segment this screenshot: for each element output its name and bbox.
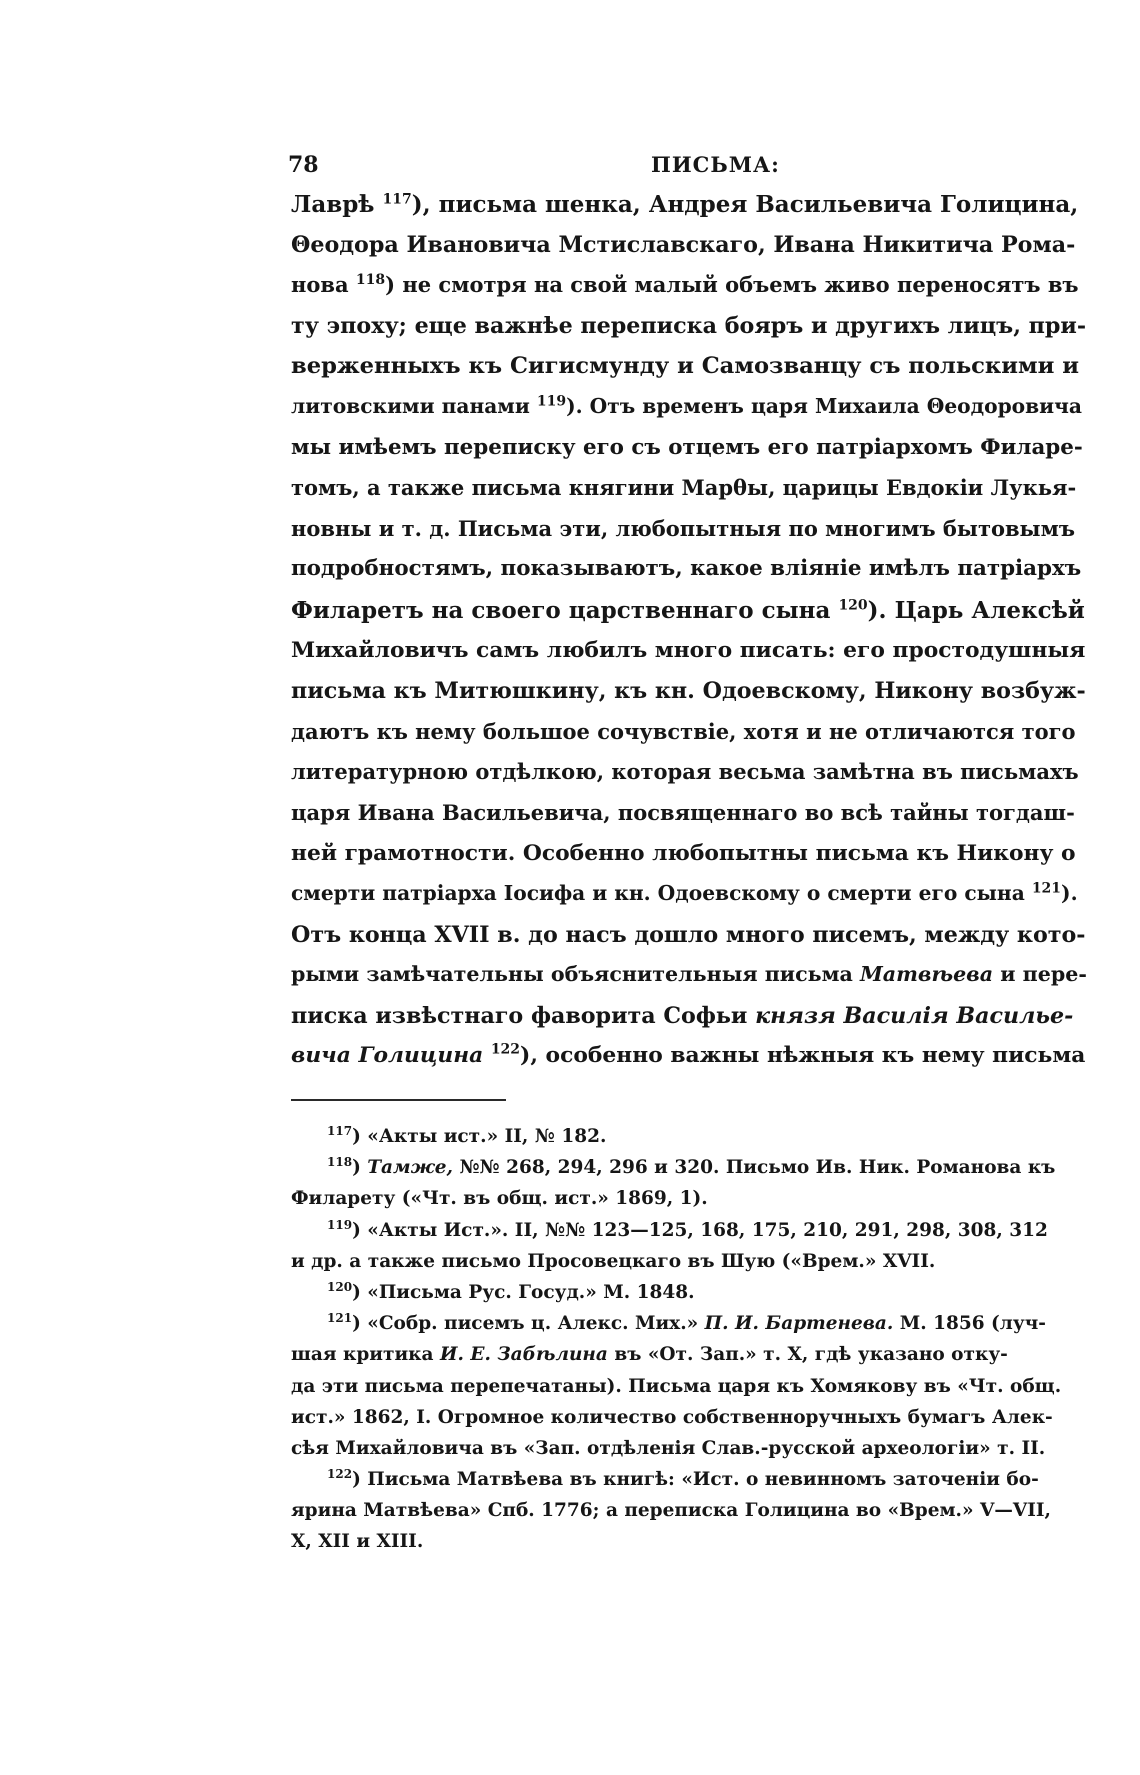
- footnote-reference: 120: [838, 597, 868, 614]
- text-line: [291, 962, 1087, 1003]
- text-line: [291, 759, 1087, 800]
- footnote-text: да эти письма перепечатаны). Письма царя къ Хомякову въ «Чт. общ.: [291, 1375, 1062, 1397]
- footnote-separator: [291, 1099, 506, 1101]
- italic-name: вича Голицина: [291, 1043, 484, 1069]
- footnote-number: 117: [327, 1123, 353, 1138]
- footnote-text: шая критика: [291, 1344, 434, 1366]
- text-line: [291, 1043, 1087, 1084]
- text-fragment: ).: [1061, 881, 1078, 906]
- text-fragment: царя Ивана Васильевича, посвященнаго во всѣ тайны тогдаш-: [291, 799, 1075, 825]
- footnote: [291, 1157, 1087, 1188]
- footnote: [291, 1310, 1087, 1344]
- text-line: [291, 556, 1087, 597]
- footnote-text: Филарету («Чт. въ общ. ист.» 1869, 1).: [291, 1188, 708, 1210]
- footnote: [291, 1123, 1087, 1157]
- text-line: [291, 922, 1087, 963]
- text-fragment: Θеодора Ивановича Мстиславскаго, Ивана Никитича Рома-: [291, 231, 1076, 258]
- footnote-continuation: [291, 1344, 1087, 1375]
- text-fragment: и пере-: [1000, 962, 1087, 987]
- footnote-continuation: [291, 1251, 1087, 1282]
- footnote-number: 122: [327, 1466, 353, 1481]
- footnote-continuation: [291, 1188, 1087, 1219]
- text-line: [291, 313, 1087, 354]
- footnote-text: ) Письма Матвѣева въ книгѣ: «Ист. о невинномъ заточеніи бо-: [352, 1469, 1039, 1491]
- footnote-italic: И. Е. Забѣлина: [439, 1344, 608, 1366]
- footnote-continuation: [291, 1500, 1087, 1531]
- text-fragment: подробностямъ, показываютъ, какое вліяніе имѣлъ патріархъ: [291, 556, 1082, 582]
- text-fragment: Филаретъ на своего царственнаго сына: [291, 596, 831, 624]
- footnote-text: ): [352, 1157, 361, 1179]
- footnote-number: 121: [327, 1310, 353, 1325]
- footnote-text: ) «Собр. писемъ ц. Алекс. Мих.»: [352, 1313, 699, 1335]
- footnote-continuation: [291, 1376, 1087, 1407]
- footnote-continuation: [291, 1407, 1087, 1438]
- text-fragment: литовскими панами: [291, 393, 530, 418]
- text-line: [291, 841, 1087, 882]
- text-line: [291, 394, 1087, 435]
- text-fragment: письма къ Митюшкину, къ кн. Одоевскому, Никону возбуж-: [291, 678, 1086, 705]
- italic-name: князя Василія Василье-: [755, 1002, 1074, 1029]
- footnote-reference: 118: [355, 272, 386, 289]
- footnote-text: ) «Акты ист.» II, № 182.: [352, 1126, 607, 1147]
- footnote-number: 118: [327, 1155, 353, 1170]
- text-line: [291, 1003, 1087, 1044]
- text-fragment: ней грамотности. Особенно любопытны письма къ Никону о: [291, 840, 1076, 866]
- footnote-text: въ «От. Зап.» т. X, гдѣ указано отку-: [614, 1344, 1008, 1366]
- text-fragment: писка извѣстнаго фаворита Софьи: [291, 1002, 748, 1029]
- text-fragment: Михайловичъ самъ любилъ много писать: его простодушныя: [291, 637, 1086, 663]
- text-line: [291, 232, 1087, 273]
- text-fragment: ), письма шенка, Андрея Васильевича Голицина,: [411, 191, 1079, 218]
- text-line: [291, 475, 1087, 516]
- footnote-text: М. 1856 (луч-: [899, 1313, 1046, 1335]
- text-fragment: ), особенно важны нѣжныя къ нему письма: [520, 1043, 1086, 1069]
- text-fragment: томъ, а также письма княгини Марθы, царицы Евдокіи Лукья-: [291, 475, 1077, 501]
- text-line: [291, 353, 1087, 394]
- footnote-text: ярина Матвѣева» Спб. 1776; а переписка Голицина во «Врем.» V—VII,: [291, 1500, 1051, 1522]
- text-line: [291, 638, 1087, 679]
- text-fragment: Отъ конца XVII в. до насъ дошло много писемъ, между кото-: [291, 921, 1086, 948]
- footnote-text: X, XII и XIII.: [291, 1531, 424, 1553]
- footnote-italic: П. И. Бартенева.: [704, 1313, 894, 1335]
- text-fragment: нова: [291, 272, 349, 298]
- text-fragment: ). Царь Алексѣй: [867, 596, 1085, 624]
- footnote-text: ) «Акты Ист.». II, №№ 123—125, 168, 175, 210, 291, 298, 308, 312: [352, 1219, 1048, 1241]
- footnote-text: №№ 268, 294, 296 и 320. Письмо Ив. Ник. Романова къ: [459, 1157, 1056, 1179]
- text-line: [291, 516, 1087, 557]
- footnote-italic: Тамже,: [367, 1157, 453, 1179]
- text-fragment: Лаврѣ: [291, 191, 375, 218]
- footnote-number: 119: [327, 1217, 353, 1232]
- text-line: [291, 435, 1087, 476]
- text-line: [291, 881, 1087, 922]
- text-fragment: новны и т. д. Письма эти, любопытныя по многимъ бытовымъ: [291, 515, 1075, 541]
- text-line: [291, 719, 1087, 760]
- text-fragment: ) не смотря на свой малый объемъ живо переносятъ въ: [385, 272, 1079, 298]
- text-fragment: ту эпоху; еще важнѣе переписка бояръ и другихъ лицъ, при-: [291, 312, 1087, 339]
- text-fragment: ). Отъ временъ царя Михаила Θеодоровича: [566, 393, 1083, 418]
- footnote: [291, 1217, 1087, 1251]
- footnote-reference: 119: [536, 393, 567, 410]
- text-fragment: даютъ къ нему большое сочувствіе, хотя и не отличаются того: [291, 718, 1076, 744]
- text-line: [291, 597, 1087, 638]
- footnote: [291, 1466, 1087, 1500]
- footnote-number: 120: [327, 1279, 353, 1294]
- main-text: [291, 191, 1087, 1084]
- text-line: [291, 678, 1087, 719]
- running-title: ПИСЬМА:: [651, 152, 780, 177]
- footnote-text: и др. а также письмо Просовецкаго въ Шую («Врем.» XVII.: [291, 1250, 936, 1272]
- text-fragment: литературною отдѣлкою, которая весьма замѣтна въ письмахъ: [291, 759, 1079, 785]
- footnote-continuation: [291, 1438, 1087, 1469]
- footnotes: [291, 1123, 1087, 1563]
- text-line: [291, 191, 1087, 232]
- text-fragment: смерти патріарха Іосифа и кн. Одоевскому о смерти его сына: [291, 881, 1025, 906]
- footnote-continuation: [291, 1531, 1087, 1562]
- text-line: [291, 800, 1087, 841]
- text-fragment: рыми замѣчательны объяснительныя письма: [291, 962, 853, 987]
- footnote-reference: 117: [382, 191, 412, 208]
- page-number: 78: [288, 152, 319, 178]
- footnote-text: сѣя Михайловича въ «Зап. отдѣленія Слав.-русской археологіи» т. II.: [291, 1437, 1046, 1459]
- footnote-text: ист.» 1862, I. Огромное количество собственноручныхъ бумагъ Алек-: [291, 1406, 1053, 1428]
- footnote: [291, 1279, 1087, 1313]
- footnote-reference: 122: [490, 1042, 521, 1059]
- footnote-text: ) «Письма Рус. Госуд.» М. 1848.: [352, 1281, 695, 1303]
- italic-name: Матвѣева: [860, 962, 994, 987]
- text-fragment: мы имѣемъ переписку его съ отцемъ его патріархомъ Филаре-: [291, 434, 1083, 460]
- text-fragment: верженныхъ къ Сигисмунду и Самозванцу съ польскими и: [291, 353, 1080, 380]
- text-line: [291, 272, 1087, 313]
- footnote-reference: 121: [1031, 880, 1062, 897]
